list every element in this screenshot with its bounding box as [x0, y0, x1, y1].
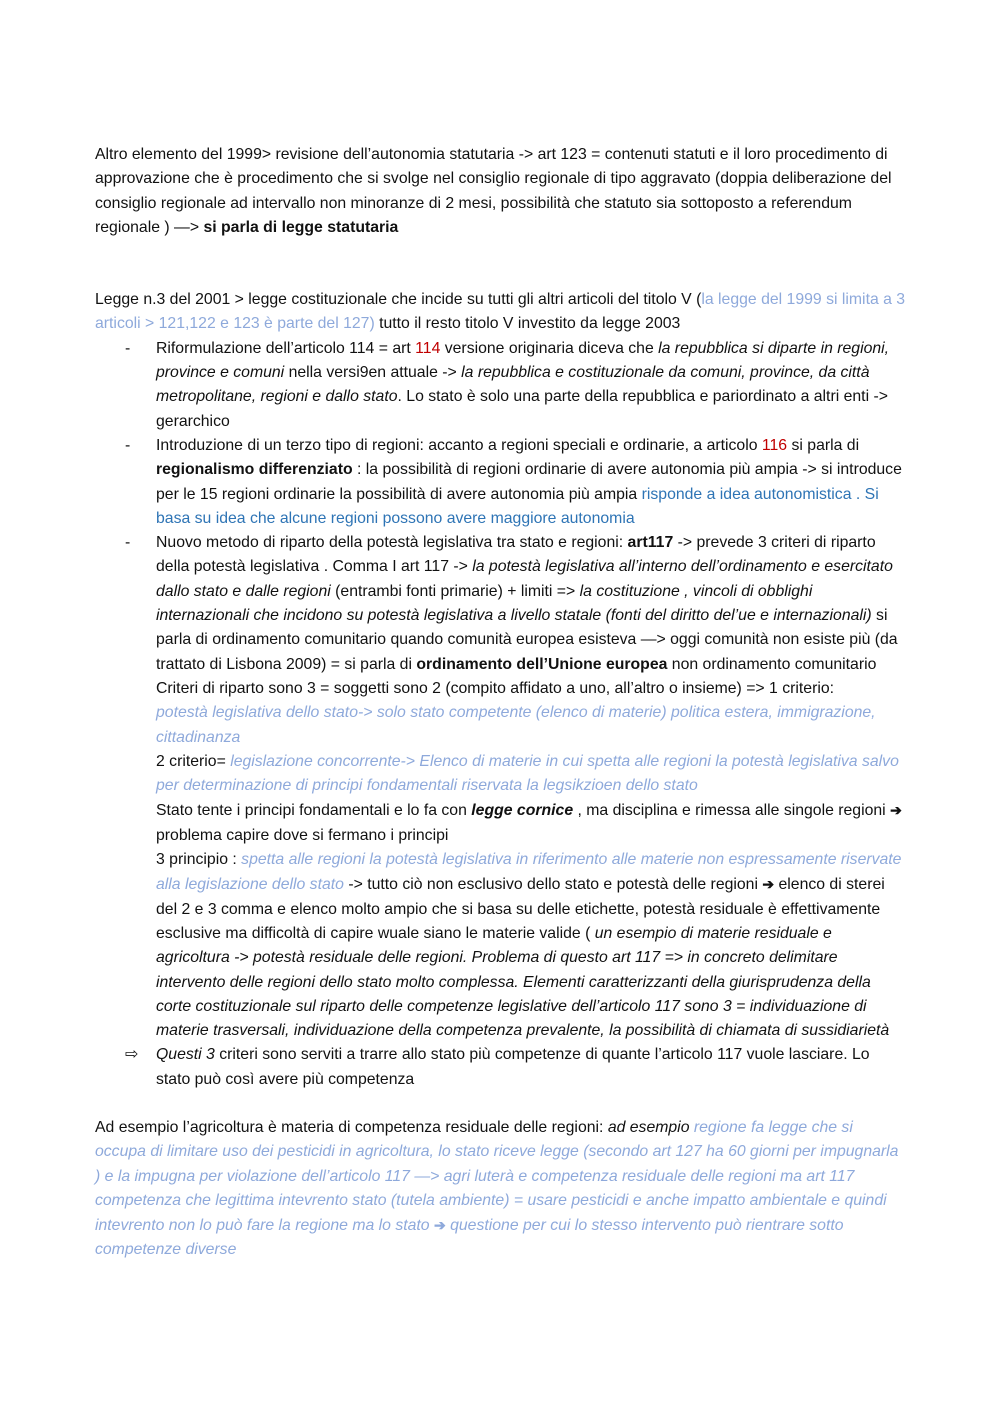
criterion-2	[156, 750, 907, 799]
item-text: , ma disciplina e rimessa alle singole regioni	[573, 802, 891, 820]
item-text: nella versi9en attuale ->	[284, 364, 462, 382]
bold-text: ordinamento dell’Unione europea	[416, 655, 668, 673]
item-text: (entrambi fonti primarie) + limiti =>	[330, 582, 580, 600]
paragraph-text: Legge n.3 del 2001 > legge costituzionale che incide su tutti gli altri articoli del titolo V (	[95, 291, 702, 309]
item-text: : la possibilità di regioni ordinarie di avere autonomia più ampia -> si introduce per le 15 regioni ordinarie la possibilità di avere autonomia più ampia	[156, 461, 902, 503]
criterion-1	[156, 701, 907, 750]
italic-text: la potestà legislativa all’interno dell’ordinamento e esercitato dallo stato e dalle regioni	[156, 558, 893, 600]
paragraph-text: Altro elemento del 1999> revisione dell’autonomia statutaria -> art 123 = contenuti statuti e il loro procedimento di approvazione che è procedimento che si svolge nel consiglio regionale di tipo aggravato (doppia deliberazione del consiglio regionale ad intervallo non minoranze di 2 mesi, possibilità che statuto sia sottoposto a referendum regionale ) —>	[95, 146, 892, 236]
italic-text: la repubblica e costituzionale da comuni, province, da città metropolitane, regioni e dallo stato	[156, 364, 870, 406]
item-text: Riformulazione dell’articolo 114 = art	[156, 339, 416, 357]
paragraph-statutory-autonomy	[95, 143, 907, 240]
right-arrow-icon: ➔	[762, 876, 775, 893]
dash-marker: -	[125, 534, 131, 552]
italic-text: ad esempio	[607, 1118, 690, 1136]
item-text: elenco di sterei del 2 e 3 comma e elenco molto ampio che si basa su delle etichette, potestà residuale è effettivamente esclusive ma difficoltà di capire wuale siano le materie valide (	[156, 876, 885, 942]
blue-italic-note: regione fa legge che si occupa di limitare uso dei pesticidi in agricoltura, lo stato riceve legge (secondo art 127 ha 60 giorni per impugnarla ) e la impugna per violazione dell’articolo 117 —> agri luterà e competenza residuale delle regioni ma art 117 competenza che legittima intevrento stato (tutela ambiente) = usare pesticidi e anche impatto ambientale e quindi intevrento non lo può fare la regione ma lo stato	[95, 1118, 899, 1235]
item-text: Introduzione di un terzo tipo di regioni: accanto a regioni speciali e ordinarie, a articolo	[156, 436, 762, 454]
paragraph-agriculture-example	[95, 1116, 907, 1263]
item-text: si parla di	[787, 436, 860, 454]
red-number: 114	[415, 339, 441, 357]
italic-text: un esempio di materie residuale e agricoltura -> potestà residuale delle regioni. Problema di questo art 117 => in concreto delimitare intervento delle regioni dello stato molto complessa. Elementi caratterizzanti della giurisprudenza della corte costituzionale sul riparto delle competenze legislative dell’articolo 117 sono 3 = individuazione di materie trasversali, individuazione della competenza prevalente, la possibilità di chiamata di sussidiarietà	[156, 924, 890, 1040]
document-page	[95, 143, 907, 1263]
right-arrow-icon: ➔	[433, 1217, 446, 1234]
item-text: criteri sono serviti a trarre allo stato più competenze di quante l’articolo 117 vuole lasciare. Lo stato può così avere più competenza	[156, 1046, 870, 1088]
bold-italic-text: legge cornice	[471, 802, 574, 820]
item-text: Stato tente i principi fondamentali e lo fa con	[156, 802, 472, 820]
paragraph-text: Ad esempio l’agricoltura è materia di competenza residuale delle regioni:	[95, 1118, 608, 1136]
italic-text: Questi 3	[156, 1046, 215, 1064]
item-text: 2 criterio=	[156, 752, 231, 770]
item-paragraph	[156, 531, 907, 677]
list-item	[95, 531, 907, 1043]
paragraph-text: tutto il resto titolo V investito da legge 2003	[374, 315, 681, 333]
blue-italic-note: spetta alle regioni la potestà legislativa in riferimento alle materie non espressamente riservate alla legislazione dello stato	[156, 851, 902, 894]
list-item-arrow	[95, 1043, 907, 1092]
blue-italic-note: questione per cui lo stesso intervento può rientrare sotto competenze diverse	[95, 1217, 844, 1259]
criterion-intro	[156, 677, 907, 701]
blue-italic-note: legislazione concorrente-> Elenco di materie in cui spetta alle regioni la potestà legislativa salvo per determinazione di principi fondamentali riservata la legsikzioen dello stato	[156, 752, 899, 795]
item-text: -> tutto ciò non esclusivo dello stato e potestà delle regioni	[343, 876, 763, 894]
blue-italic-note: potestà legislativa dello stato-> solo stato competente (elenco di materie) politica estera, immigrazione, cittadinanza	[156, 704, 876, 746]
item-text: non ordinamento comunitario	[667, 655, 877, 673]
list-item	[95, 434, 907, 531]
criterion-2-detail	[156, 798, 907, 848]
dash-marker: -	[125, 339, 131, 357]
blue-note: la legge del 1999 si limita a 3 articoli > 121,122 e 123 è parte del 127)	[95, 291, 906, 333]
red-number: 116	[761, 436, 788, 454]
paragraph-law-2001	[95, 288, 907, 337]
right-arrow-icon: ➔	[890, 802, 902, 819]
list-item	[95, 337, 907, 434]
spacer	[95, 1092, 907, 1116]
item-text: versione originaria diceva che	[440, 339, 659, 357]
bold-text: regionalismo differenziato	[156, 461, 353, 479]
dash-marker: -	[125, 436, 131, 454]
bold-text: si parla di legge statutaria	[203, 218, 399, 236]
italic-text: la costituzione , vincoli di obblighi internazionali che incidono su potestà legislativa a livello statale (fonti del diritto del’ue e internazionali)	[156, 582, 872, 625]
item-text: si parla di ordinamento comunitario quando comunità europea esisteva —> oggi comunità non esiste più (da trattato di Lisbona 2009) = si parla di	[156, 607, 898, 673]
item-text: problema capire dove si fermano i principi	[156, 826, 449, 844]
criterion-3	[156, 848, 907, 1043]
item-text: Nuovo metodo di riparto della potestà legislativa tra stato e regioni:	[156, 534, 628, 552]
bullet-list	[95, 337, 907, 1092]
item-text: Criteri di riparto sono 3 = soggetti sono 2 (compito affidato a uno, all’altro o insieme) => 1 criterio:	[156, 679, 835, 697]
item-text: 3 principio :	[156, 851, 242, 869]
item-text: . Lo stato è solo una parte della repubblica e pariordinato a altri enti -> gerarchico	[156, 388, 888, 430]
blue-note: risponde a idea autonomistica . Si basa su idea che alcune regioni possono avere maggiore autonomia	[156, 485, 879, 527]
bold-text: art117	[627, 534, 674, 552]
italic-text: la repubblica si diparte in regioni, province e comuni	[156, 339, 890, 382]
hollow-arrow-icon: ⇨	[125, 1046, 139, 1064]
item-text: -> prevede 3 criteri di riparto della potestà legislativa . Comma I art 117 ->	[156, 534, 876, 576]
spacer	[95, 240, 907, 288]
